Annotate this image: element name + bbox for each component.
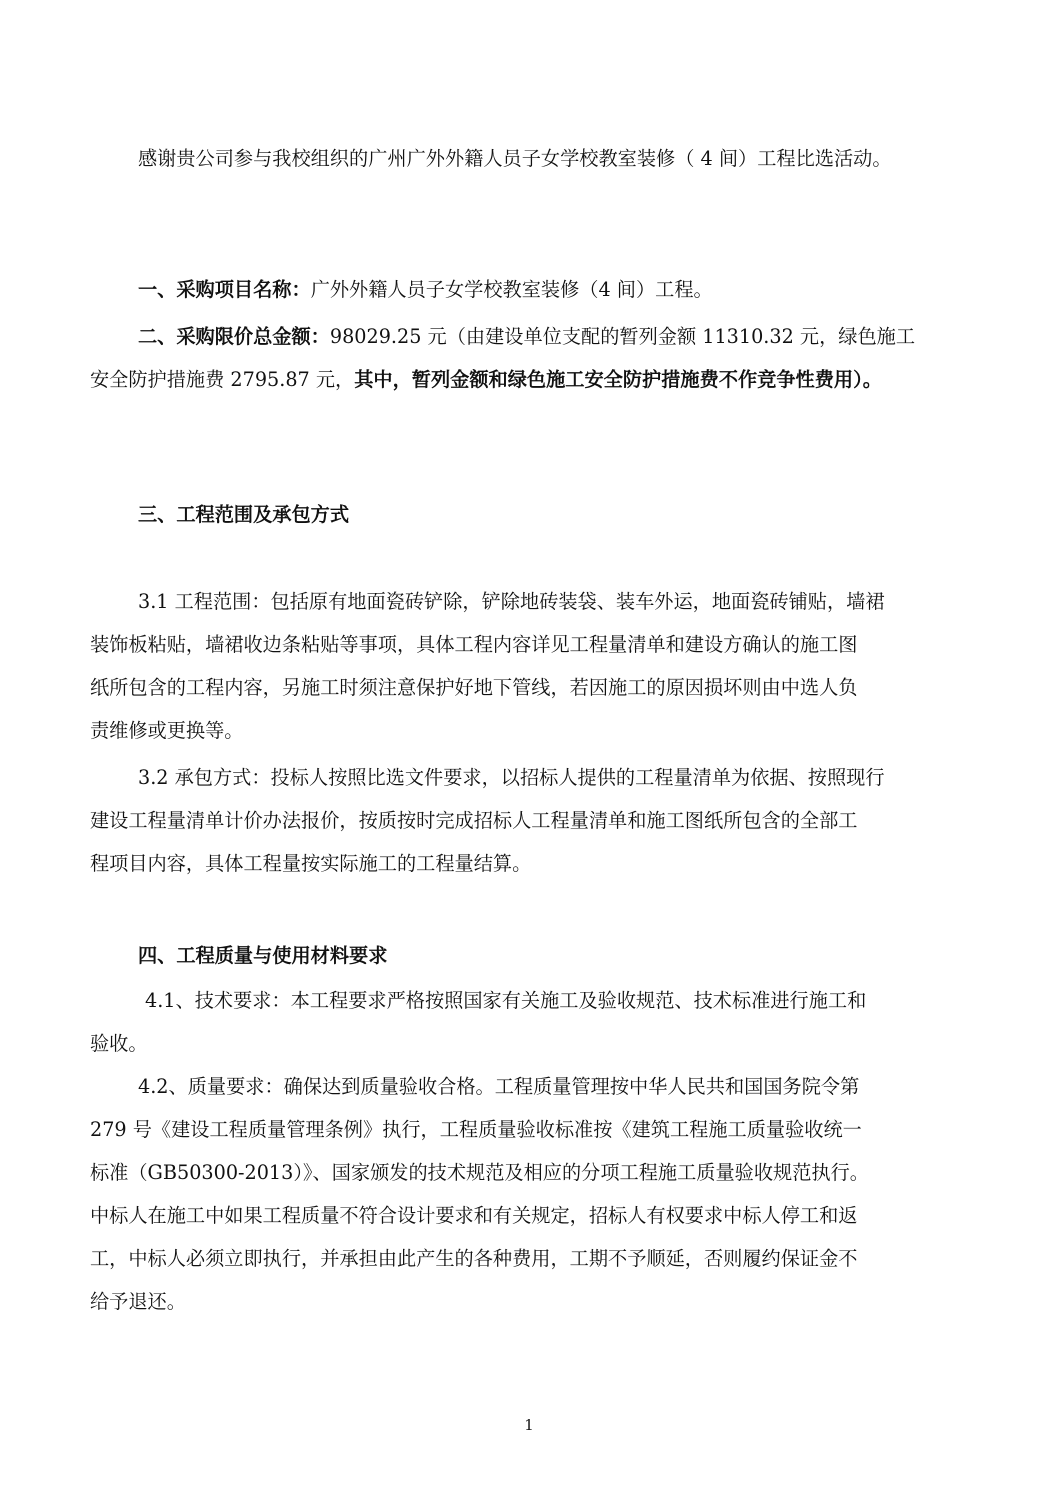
section-2-line-2-bold: 其中，暂列金额和绿色施工安全防护措施费不作竞争性费用）。 [354,368,882,391]
page-number: 1 [524,1416,534,1434]
section-3-1-line: 纸所包含的工程内容，另施工时须注意保护好地下管线，若因施工的原因损坏则由中选人负 [90,676,858,699]
section-3-1-line: 责维修或更换等。 [90,719,244,742]
section-4-1-line: 4.1、技术要求：本工程要求严格按照国家有关施工及验收规范、技术标准进行施工和 [145,989,867,1012]
section-1-label: 一、采购项目名称： [138,278,311,301]
section-2-line-1-text: 98029.25 元（由建设单位支配的暂列金额 11310.32 元，绿色施工 [329,325,916,348]
section-4-title: 四、工程质量与使用材料要求 [138,944,388,967]
section-4-2-line: 4.2、质量要求：确保达到质量验收合格。工程质量管理按中华人民共和国国务院令第 [138,1075,860,1098]
section-3-title: 三、工程范围及承包方式 [138,503,350,526]
section-3-1-line: 装饰板粘贴，墙裙收边条粘贴等事项，具体工程内容详见工程量清单和建设方确认的施工图 [90,633,858,656]
section-4-2-line: 中标人在施工中如果工程质量不符合设计要求和有关规定，招标人有权要求中标人停工和返 [90,1204,858,1227]
section-4-2-line: 工，中标人必须立即执行，并承担由此产生的各种费用，工期不予顺延，否则履约保证金不 [90,1247,858,1270]
section-2-label: 二、采购限价总金额： [138,325,330,348]
section-4-2-line: 标准（GB50300-2013）》、国家颁发的技术规范及相应的分项工程施工质量验收规范执行。 [90,1161,869,1184]
section-4-2-line: 给予退还。 [90,1290,186,1313]
section-3-2-line: 建设工程量清单计价办法报价，按质按时完成招标人工程量清单和施工图纸所包含的全部工 [90,809,858,832]
section-4-1-line: 验收。 [90,1032,148,1055]
section-3-2-line: 程项目内容，具体工程量按实际施工的工程量结算。 [90,852,532,875]
intro-paragraph: 感谢贵公司参与我校组织的广州广外外籍人员子女学校教室装修（ 4 间）工程比选活动。 [138,147,892,170]
section-2-line-2-normal: 安全防护措施费 2795.87 元， [90,368,355,391]
section-2-line-2 [90,366,960,394]
section-2-line-1 [138,323,1008,351]
section-3-2-line: 3.2 承包方式：投标人按照比选文件要求，以招标人提供的工程量清单为依据、按照现行 [138,766,885,789]
section-4-2-line: 279 号《建设工程质量管理条例》执行，工程质量验收标准按《建筑工程施工质量验收统一 [90,1118,862,1141]
section-1-text: 广外外籍人员子女学校教室装修（4 间）工程。 [310,278,713,301]
section-1 [138,276,1008,304]
section-3-1-line: 3.1 工程范围：包括原有地面瓷砖铲除，铲除地砖装袋、装车外运，地面瓷砖铺贴，墙裙 [138,590,885,613]
